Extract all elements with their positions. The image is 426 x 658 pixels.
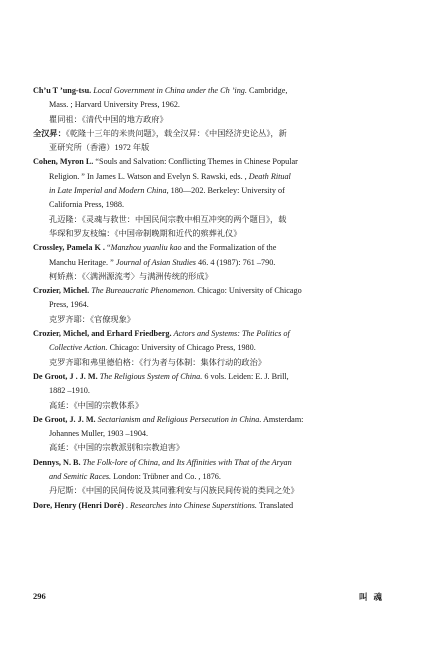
entry-author: Crossley, Pamela K . xyxy=(33,243,105,253)
entry-text: 高延：《中国的宗教派别和宗教迫害》 xyxy=(49,443,185,453)
entry-title: The Bureaucratic Phenomenon. xyxy=(91,286,196,296)
entry-author: Dennys, N. B. xyxy=(33,457,81,467)
entry-text: 克罗齐耶：《官僚现象》 xyxy=(49,314,135,324)
entry-text: London: Trübner and Co. , 1876. xyxy=(111,472,221,482)
entry-author: Crozier, Michel. xyxy=(33,286,90,296)
entry-text: , 180—202. Berkeley: University of xyxy=(166,186,285,196)
bibliography-list xyxy=(33,84,388,513)
entry-title: Researches into Chinese Superstitions. xyxy=(129,500,257,510)
entry-author: 全汉昇： xyxy=(33,128,66,138)
entry-text: and the Formalization of the xyxy=(181,243,277,253)
entry-text: 丹尼斯：《中国的民间传说及其同雅利安与闪族民间传说的类同之处》 xyxy=(49,486,299,496)
entry-text: Chicago: University of Chicago xyxy=(195,286,302,296)
entry-text: Manchu Heritage. ” xyxy=(49,257,116,267)
bibliography-entry xyxy=(33,284,388,327)
entry-continuation-line xyxy=(33,141,388,155)
running-head: 叫魂 xyxy=(358,592,388,602)
entry-first-line xyxy=(33,127,388,141)
entry-title: Death Ritual xyxy=(248,171,291,181)
entry-continuation-line xyxy=(33,384,388,398)
entry-text: 高延：《中国的宗教体系》 xyxy=(49,400,144,410)
entry-text: “ xyxy=(104,243,111,253)
entry-title: Manzhou yuanliu kao xyxy=(110,243,182,253)
entry-title: Collective Action. xyxy=(49,343,108,353)
entry-title: Local Government in China under the Ch ’ing. xyxy=(93,86,247,95)
entry-continuation-line xyxy=(33,184,388,198)
entry-first-line xyxy=(33,241,388,255)
bibliography-entry xyxy=(33,155,388,241)
entry-first-line xyxy=(33,456,388,470)
entry-title: The Religious System of China. xyxy=(99,371,203,381)
entry-continuation-line xyxy=(33,198,388,212)
entry-first-line xyxy=(33,284,388,298)
entry-continuation-line xyxy=(33,470,388,484)
entry-continuation-line xyxy=(33,213,388,227)
entry-continuation-line xyxy=(33,356,388,370)
entry-text: Mass. ; Harvard University Press, 1962. xyxy=(49,100,180,110)
entry-first-line xyxy=(33,84,388,98)
entry-title: in Late Imperial and Modern China xyxy=(49,186,167,196)
entry-text: 6 vols. Leiden: E. J. Brill, xyxy=(202,371,289,381)
entry-text: 《乾隆十三年的米贵问题》，载全汉昇：《中国经济史论丛》，新 xyxy=(65,128,287,138)
entry-text: 克罗齐耶和弗里德伯格：《行为者与体制：集体行动的政治》 xyxy=(49,357,266,367)
entry-text: Chicago: University of Chicago Press, 1980. xyxy=(107,343,256,353)
entry-title: Actors and Systems: The Politics of xyxy=(173,329,290,339)
entry-first-line xyxy=(33,370,388,384)
entry-continuation-line xyxy=(33,399,388,413)
entry-text: 柯娇燕：《〈满洲源流考〉与满洲传统的形成》 xyxy=(49,271,213,281)
bibliography-entry xyxy=(33,84,388,127)
entry-text: 华琛和罗友枝编：《中国帝制晚期和近代的殡葬礼仪》 xyxy=(49,228,242,238)
entry-text: 亚研究所（香港）1972 年版 xyxy=(49,143,150,153)
entry-continuation-line xyxy=(33,427,388,441)
entry-continuation-line xyxy=(33,227,388,241)
entry-first-line xyxy=(33,327,388,341)
entry-continuation-line xyxy=(33,313,388,327)
entry-text: 1882 –1910. xyxy=(49,386,90,396)
entry-continuation-line xyxy=(33,98,388,112)
bibliography-entry xyxy=(33,370,388,413)
entry-first-line xyxy=(33,413,388,427)
entry-continuation-line xyxy=(33,270,388,284)
bibliography-entry xyxy=(33,241,388,284)
entry-text: Amsterdam: xyxy=(261,414,304,424)
entry-title: Sectarianism and Religious Persecution in China. xyxy=(97,414,262,424)
entry-text: “Souls and Salvation: Conflicting Themes in Chinese Popular xyxy=(93,157,298,167)
bibliography-entry xyxy=(33,327,388,370)
entry-text: Religion. ” In James L. Watson and Evelyn S. Rawski, eds. , xyxy=(49,171,249,181)
bibliography-entry xyxy=(33,413,388,456)
entry-text: 孔迈隆：《灵魂与救世：中国民间宗教中相互冲突的两个题目》，载 xyxy=(49,214,287,224)
entry-text: Press, 1964. xyxy=(49,300,89,310)
entry-text: Translated xyxy=(256,500,294,510)
entry-continuation-line xyxy=(33,484,388,498)
entry-text: Johannes Muller, 1903 –1904. xyxy=(49,429,149,439)
entry-continuation-line xyxy=(33,256,388,270)
entry-author: Dore, Henry (Henri Doré) xyxy=(33,500,124,510)
entry-author: Cohen, Myron L. xyxy=(33,157,94,167)
bibliography-entry xyxy=(33,456,388,499)
page-number: 296 xyxy=(33,591,46,601)
entry-author: Ch’u T ’ung-tsu. xyxy=(33,86,92,95)
entry-continuation-line xyxy=(33,113,388,127)
entry-title: and Semitic Races. xyxy=(49,472,112,482)
bibliography-entry xyxy=(33,127,388,156)
entry-text: 46. 4 (1987): 761 –790. xyxy=(195,257,276,267)
entry-continuation-line xyxy=(33,170,388,184)
entry-author: De Groot, J. J. M. xyxy=(33,414,96,424)
entry-continuation-line xyxy=(33,441,388,455)
entry-title: The Folk-lore of China, and Its Affinities with That of the Aryan xyxy=(82,457,292,467)
entry-first-line xyxy=(33,155,388,169)
entry-title: Journal of Asian Studies xyxy=(115,257,196,267)
entry-text: 瞿同祖：《清代中国的地方政府》 xyxy=(49,114,168,124)
entry-first-line xyxy=(33,499,388,513)
bibliography-entry xyxy=(33,499,388,513)
entry-text: Cambridge, xyxy=(246,86,288,95)
entry-author: Crozier, Michel, and Erhard Friedberg. xyxy=(33,329,172,339)
entry-author: De Groot, J . J. M. xyxy=(33,371,98,381)
entry-continuation-line xyxy=(33,341,388,355)
entry-text: . xyxy=(123,500,130,510)
entry-text: California Press, 1988. xyxy=(49,200,125,210)
entry-continuation-line xyxy=(33,298,388,312)
